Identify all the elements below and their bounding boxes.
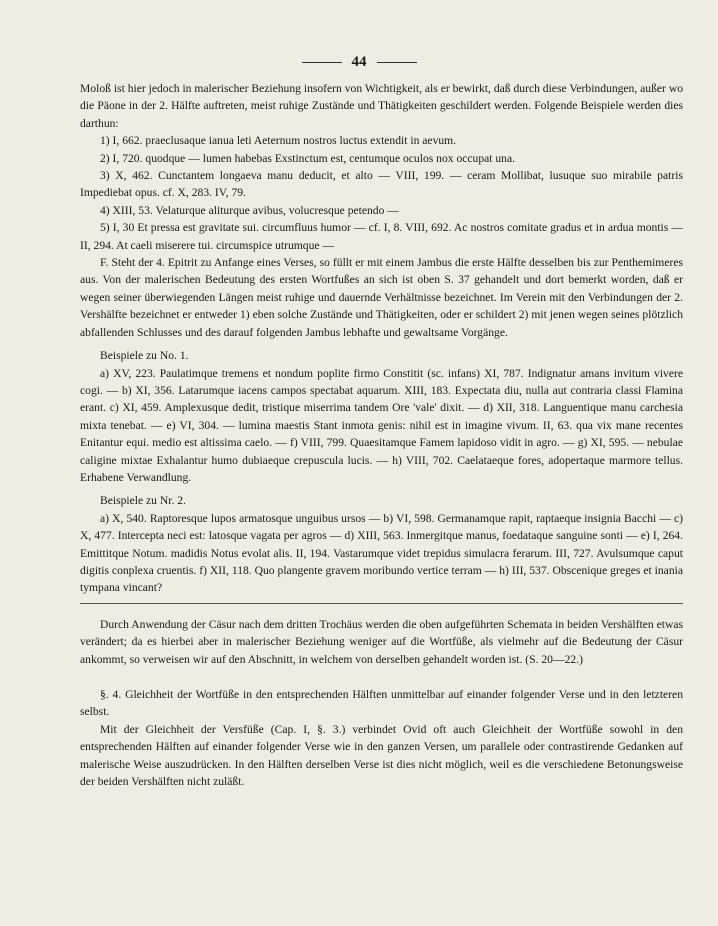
section-divider — [80, 603, 683, 604]
header-rule-right — [377, 62, 417, 63]
paragraph: Durch Anwendung der Cäsur nach dem dritten Trochäus werden die oben aufgeführten Schemata in beiden Vershälften etwas verändert; da es hierbei aber in malerischer Beziehung weniger auf die Wortfüße, als vielmehr auf die Bedeutung der Cäsur ankommt, so verweisen wir auf den Abschnitt, in welchem von derselben gehandelt worden ist. (S. 20—22.) — [80, 617, 683, 666]
paragraph: Beispiele zu Nr. 2. — [100, 494, 186, 508]
paragraph: 1) I, 662. praeclusaque ianua leti Aeternum nostros luctus extendit in aevum. — [100, 134, 457, 148]
paragraph: 2) I, 720. quodque — lumen habebas Exstinctum est, centumque oculos nox occupat una. — [100, 151, 516, 165]
paragraph: Moloß ist hier jedoch in malerischer Beziehung insofern von Wichtigkeit, als er bewirkt, daß durch diese Verbindungen, außer wo die Päone in der 2. Hälfte auftreten, meist ruhige Zustände und Thätigkeiten geschildert werden. Folgende Beispiele werden dies darthun: — [80, 82, 683, 130]
paragraph: 4) XIII, 53. Velaturque aliturque avibus, volucresque petendo — — [100, 203, 399, 217]
paragraph: Beispiele zu No. 1. — [100, 349, 189, 363]
paragraph: 3) X, 462. Cunctantem longaeva manu deducit, et alto — VIII, 199. — ceram Mollibat, lusuque suo mirabile patris Impediebat opus. cf. X, 283. IV, 79. — [80, 169, 683, 200]
paragraph: a) X, 540. Raptoresque lupos armatosque unguibus ursos — b) VI, 598. Germanamque rapit, raptaeque insignia Bacchi — c) X, 477. Intercepta neci est: latosque vagata per agros — d) XIII, 563. Inmergitque manus, foedataque sanguine sonti — e) I, 264. Emittitque Notum. madidis Notus evolat alis. II, 194. Vastarumque videt trepidus simulacra ferarum. III, 727. Avulsumque caput digitis conplexa cruentis. f) XII, 118. Quo plangente gravem moribundo vertice terram — h) III, 537. Obscenique greges et inania tympana vincant? — [80, 511, 683, 595]
paragraph: §. 4. Gleichheit der Wortfüße in den entsprechenden Hälften unmittelbar auf einander folgender Verse und in den letzteren selbst. — [80, 688, 683, 719]
page-body — [80, 80, 683, 790]
page-header — [0, 52, 718, 72]
paragraph: Mit der Gleichheit der Versfüße (Cap. I, §. 3.) verbindet Ovid oft auch Gleichheit der Wortfüße sowohl in den entsprechenden Hälften auf einander folgender Verse wie in den ganzen Versen, um parallele oder contrastirende Gedanken auf malerische Weise auszudrücken. In den Hälften derselben Verse ist dies nicht möglich, weil es die verschiedene Betonungsweise der beiden Vershälften nicht zuläßt. — [80, 722, 683, 789]
paragraph: 5) I, 30 Et pressa est gravitate sui. circumfluus humor — cf. I, 8. VIII, 692. Ac nostros comitate gradus et in ardua montis — II, 294. At caeli miserere tui. circumspice utrumque — — [80, 221, 683, 252]
header-rule-left — [302, 62, 342, 63]
paragraph: F. Steht der 4. Epitrit zu Anfange eines Verses, so füllt er mit einem Jambus die erste Hälfte desselben bis zur Penthemimeres aus. Von der malerischen Bedeutung des ersten Wortfußes an sich ist oben S. 37 gehandelt und dort bemerkt worden, daß er wegen seiner überwiegenden Längen meist ruhige und dauernde Verhältnisse bezeichnet. Im Verein mit den Verbindungen der 2. Vershälfte bezeichnet er entweder 1) eben solche Zustände und Thätigkeiten, oder er schildert 2) mit jenen wegen seines plötzlich abfallenden Schlusses und des darauf folgenden Jambus lebhafte und gewaltsame Vorgänge. — [80, 256, 683, 339]
paragraph: a) XV, 223. Paulatimque tremens et nondum poplite firmo Constitit (sc. infans) XI, 787. Indignatur amans invitum vivere cogi. — b) XI, 356. Latarumque iacens campos spectabat aquarum. XIII, 183. Expectata diu, nulla aut contraria classi Flamina erant. c) XI, 459. Amplexusque dedit, tristique miserrima tandem Ore 'vale' dixit. — d) XII, 318. Languentique manu carchesia mixta tenebat. — e) VI, 304. — lumina maestis Stant inmota genis: nihil est in imagine vivum. II, 63. qua vix mane recentes Enitantur equi. medio est altissima caelo. — f) VIII, 799. Quaesitamque Famem lapidoso vidit in agro. — g) XI, 595. — nebulae caligine mixtae Exhalantur humo dubiaeque crepuscula lucis. — h) VIII, 702. Caelataeque fores, adopertaque marmore tellus. Erhabene Verwandlung. — [80, 366, 683, 484]
page-number: 44 — [351, 53, 367, 70]
